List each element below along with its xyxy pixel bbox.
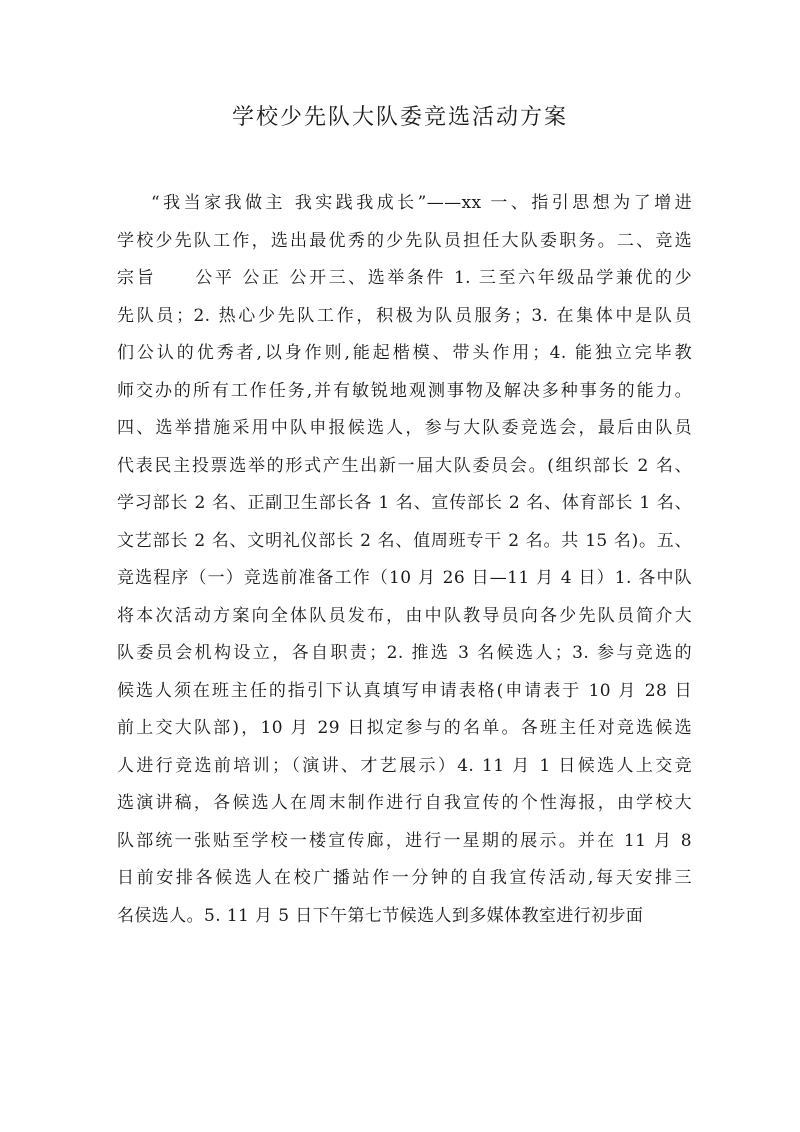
body-line: 先队员；2. 热心少先队工作，积极为队员服务；3. 在集体中是队员: [117, 305, 692, 326]
body-line: 前上交大队部)，10 月 29 日拟定参与的名单。各班主任对竞选候选: [117, 718, 692, 738]
body-line: 队部统一张贴至学校一楼宣传廊，进行一星期的展示。并在 11 月 8: [117, 830, 692, 851]
body-line: 选演讲稿，各候选人在周末制作进行自我宣传的个性海报，由学校大: [117, 793, 692, 813]
body-line: 四、选举措施采用中队申报候选人，参与大队委竞选会，最后由队员: [117, 418, 692, 438]
body-line: 人进行竞选前培训；（演讲、才艺展示）4. 11 月 1 日候选人上交竞: [117, 755, 692, 776]
body-line: 将本次活动方案向全体队员发布，由中队教导员向各少先队员简介大: [117, 605, 692, 626]
body-line: “我当家我做主 我实践我成长”——xx 一、指引思想为了增进: [151, 193, 692, 213]
body-line: 师交办的所有工作任务,并有敏锐地观测事物及解决多种事务的能力。: [117, 380, 692, 401]
body-line: 文艺部长 2 名、文明礼仪部长 2 名、值周班专干 2 名。共 15 名)。五、: [117, 530, 692, 551]
body-line: 日前安排各候选人在校广播站作一分钟的自我宣传活动,每天安排三: [117, 868, 692, 888]
body-line: 名侯选人。5. 11 月 5 日下午第七节候选人到多媒体教室进行初步面: [117, 905, 644, 926]
body-line: 们公认的优秀者,以身作则,能起楷模、带头作用；4. 能独立完毕教: [117, 343, 692, 363]
body-line: 学习部长 2 名、正副卫生部长各 1 名、宣传部长 2 名、体育部长 1 名、: [117, 493, 692, 513]
document-title: 学校少先队大队委竞选活动方案: [231, 105, 568, 130]
body-line: 候选人须在班主任的指引下认真填写申请表格(申请表于 10 月 28 日: [117, 680, 692, 701]
document-body: [117, 185, 692, 935]
body-line: 学校少先队工作，选出最优秀的少先队员担任大队委职务。二、竞选: [117, 230, 692, 251]
body-line: 宗旨 公平 公正 公开三、选举条件 1. 三至六年级品学兼优的少: [117, 268, 692, 288]
body-line: 队委员会机构设立，各自职责；2. 推选 3 名候选人；3. 参与竞选的: [117, 643, 692, 663]
body-line: 竞选程序（一）竞选前准备工作（10 月 26 日—11 月 4 日）1. 各中队: [117, 568, 692, 588]
body-line: 代表民主投票选举的形式产生出新一届大队委员会。(组织部长 2 名、: [117, 455, 692, 476]
